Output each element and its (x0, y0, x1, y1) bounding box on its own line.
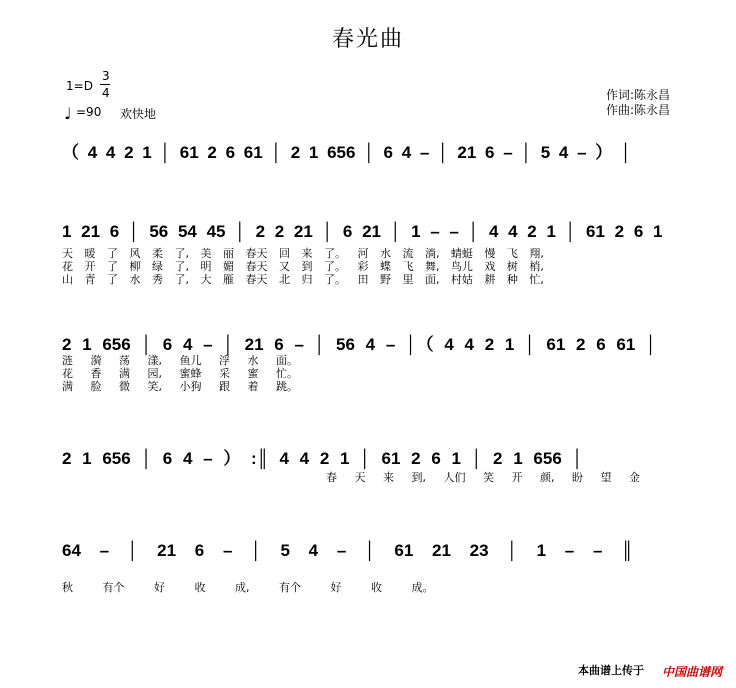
time-sig-bottom: 4 (102, 86, 110, 100)
system-3-notes: 2 1 656 │ 6 4 – │ 21 6 – │ 56 4 – │（ 4 4 2 1 │ 61 2 6 61 │ (62, 335, 657, 354)
system-5-lyric-1: 秋 有个 好 收 成, 有个 好 收 成。 (62, 581, 434, 594)
site-logo[interactable]: 中国曲谱网 (661, 665, 722, 679)
system-2-lyric-1: 天 暖 了 风 柔 了, 美 丽 春天 回 来 了。 河 水 流 淌, 蜻蜓 慢 飞 翔, (62, 247, 544, 260)
system-2-lyric-3: 山 青 了 水 秀 了, 大 雁 春天 北 归 了。 田 野 里 面, 村姑 耕 种 忙, (62, 273, 544, 286)
quarter-note-icon: ♩ (64, 104, 72, 123)
time-sig-line (100, 84, 110, 85)
system-3-lyric-1: 涟 漪 荡 漾, 鱼儿 浮 水 面。 (62, 354, 298, 367)
composer-credit: 作曲:陈永昌 (606, 103, 671, 117)
lyricist-credit: 作词:陈永昌 (606, 88, 671, 102)
page-title: 春光曲 (331, 27, 404, 52)
system-1-notes: （ 4 4 2 1 │ 61 2 6 61 │ 2 1 656 │ 6 4 – │ 21 6 – │ 5 4 – ） │ (62, 143, 632, 162)
tempo-value: =90 (76, 105, 102, 119)
system-2-notes: 1 21 6 │ 56 54 45 │ 2 2 21 │ 6 21 │ 1 – – │ 4 4 2 1 │ 61 2 6 1 (62, 222, 663, 241)
system-2-lyric-2: 花 开 了 柳 绿 了, 明 媚 春天 又 到 了。 彩 蝶 飞 舞, 鸟儿 戏 树 梢, (62, 260, 544, 273)
time-sig-top: 3 (102, 69, 110, 83)
system-4-notes: 2 1 656 │ 6 4 – ） :║ 4 4 2 1 │ 61 2 6 1 │ 2 1 656 │ (62, 449, 584, 468)
system-3-lyric-2: 花 香 满 园, 蜜蜂 采 蜜 忙。 (62, 367, 298, 380)
system-4-lyric-1: 春 天 来 到, 人们 笑 开 颜, 盼 望 金 (326, 471, 640, 484)
system-5-notes: 64 – │ 21 6 – │ 5 4 – │ 61 21 23 │ 1 – – ║ (62, 541, 634, 560)
key-signature: 1=D (66, 79, 93, 93)
footer-upload-text: 本曲谱上传于 (578, 664, 644, 677)
tempo-mood: 欢快地 (120, 107, 157, 121)
system-3-lyric-3: 满 脸 微 笑, 小狗 跟 着 跳。 (62, 380, 298, 393)
